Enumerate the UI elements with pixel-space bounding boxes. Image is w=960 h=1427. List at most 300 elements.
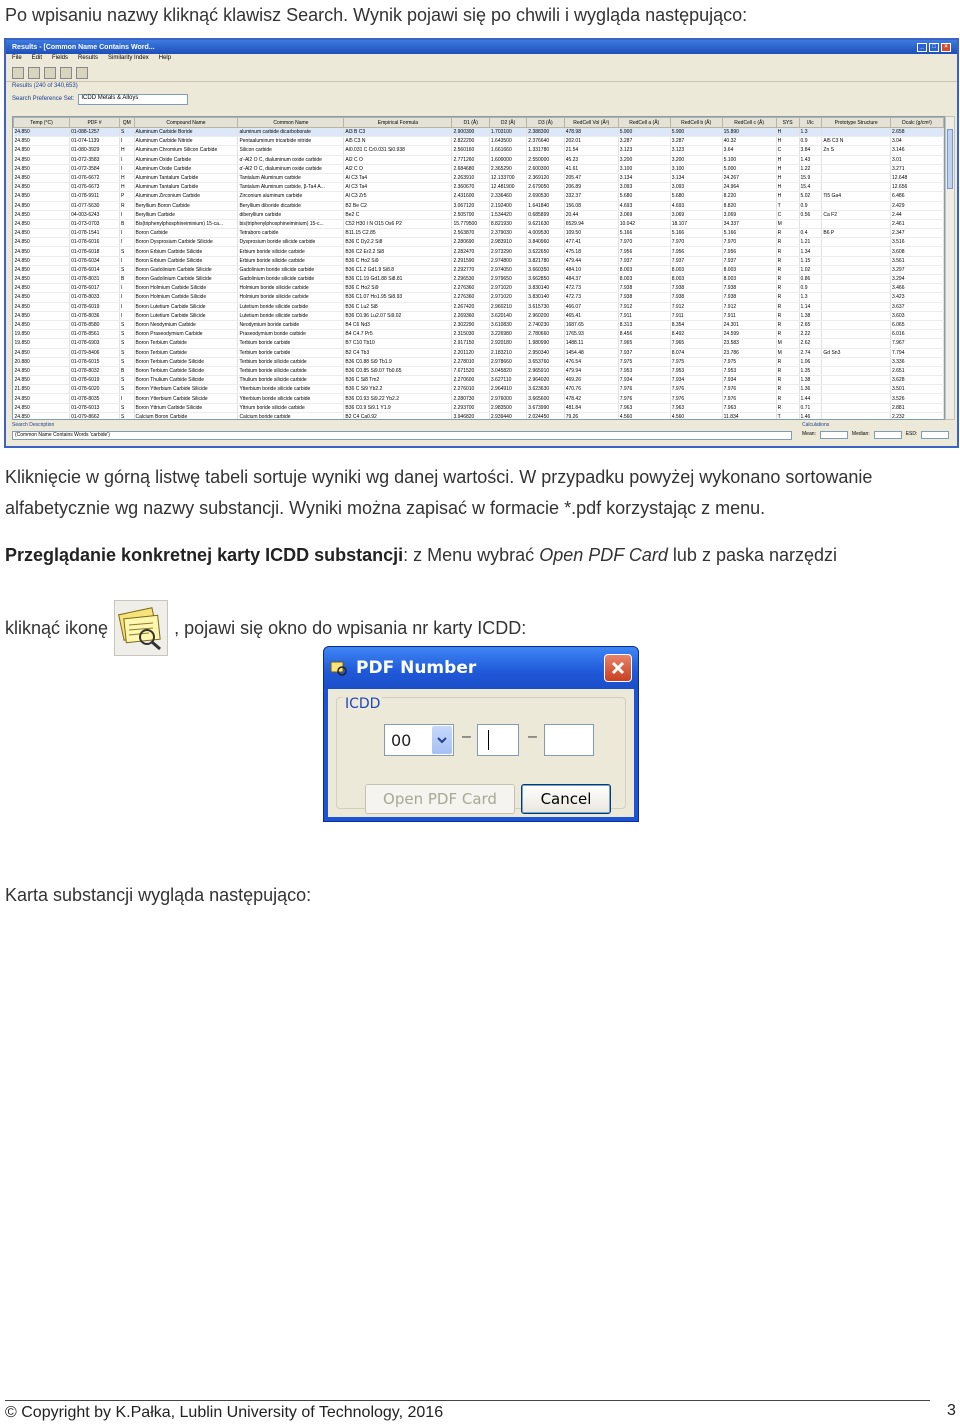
table-cell: 3.200 — [618, 155, 670, 164]
table-cell: 3.100 — [618, 164, 670, 173]
table-cell: 01-076-6673 — [70, 183, 120, 192]
table-cell: 9.621630 — [527, 219, 564, 228]
table-cell: 5.166 — [722, 229, 776, 238]
table-cell: R — [776, 275, 799, 284]
table-cell: 1765.93 — [564, 330, 618, 339]
table-cell: 3.045820 — [489, 366, 526, 375]
table-cell: B4 C4.7 Pr5 — [344, 330, 452, 339]
table-row[interactable] — [14, 357, 944, 366]
table-cell: 3.526 — [890, 394, 943, 403]
table-row[interactable] — [14, 293, 944, 302]
table-cell — [822, 219, 891, 228]
table-cell: 1.06 — [799, 357, 822, 366]
table-cell: Ti5 Ga4 — [822, 192, 891, 201]
table-row[interactable] — [14, 302, 944, 311]
table-cell: 7.976 — [618, 394, 670, 403]
table-cell: 23.786 — [722, 348, 776, 357]
table-cell: Erbium boride silicide carbide — [238, 247, 344, 256]
table-cell: 3.100 — [670, 164, 722, 173]
menu-fields[interactable]: Fields — [52, 55, 69, 61]
table-cell: I — [119, 394, 134, 403]
footer-divider — [5, 1400, 930, 1401]
column-header[interactable]: Dcalc (g/cm³) — [890, 118, 943, 128]
table-cell: 0.86 — [799, 275, 822, 284]
table-cell: Gadolinium boride silicide carbide — [238, 265, 344, 274]
table-row[interactable] — [14, 192, 944, 201]
table-cell: 2.881 — [890, 403, 943, 412]
table-cell: 2.74 — [799, 348, 822, 357]
table-cell: 24.850 — [14, 284, 70, 293]
table-row[interactable] — [14, 376, 944, 385]
table-row[interactable] — [14, 366, 944, 375]
table-cell: 01-080-3929 — [70, 146, 120, 155]
table-cell: 4.560 — [618, 412, 670, 420]
table-row[interactable] — [14, 229, 944, 238]
table-row[interactable] — [14, 201, 944, 210]
table-cell: 2.939440 — [489, 412, 526, 420]
table-cell: 01-078-6017 — [70, 284, 120, 293]
table-cell: 2.291590 — [452, 256, 489, 265]
search-preference-select[interactable]: ICDD Metals & Alloys — [78, 94, 188, 105]
table-row[interactable] — [14, 210, 944, 219]
table-cell: 01-078-6016 — [70, 238, 120, 247]
table-cell: 2.369120 — [527, 173, 564, 182]
table-cell: 20.44 — [564, 210, 618, 219]
table-cell: B36 C0.9 Si9.1 Y1.9 — [344, 403, 452, 412]
table-cell: R — [776, 403, 799, 412]
table-cell: 6.065 — [890, 320, 943, 329]
table-row[interactable] — [14, 339, 944, 348]
table-cell: Boron Carbide — [134, 229, 238, 238]
table-cell: 1.02 — [799, 265, 822, 274]
table-cell: 24.850 — [14, 256, 70, 265]
table-cell: 01-072-3584 — [70, 164, 120, 173]
table-cell: 3.093 — [670, 183, 722, 192]
table-cell: R — [776, 330, 799, 339]
table-row[interactable] — [14, 311, 944, 320]
table-cell: 24.850 — [14, 201, 70, 210]
table-cell: 24.850 — [14, 265, 70, 274]
table-cell: 01-078-6903 — [70, 339, 120, 348]
table-cell: 10.042 — [618, 219, 670, 228]
table-cell: S — [119, 128, 134, 137]
pdf-card-heading: Przeglądanie konkretnej karty ICDD substancji — [5, 545, 404, 565]
column-header[interactable]: D2 (Å) — [489, 118, 526, 128]
table-cell: 1.34 — [799, 247, 822, 256]
table-cell: 7.975 — [618, 357, 670, 366]
table-cell: 01-078-8561 — [70, 330, 120, 339]
table-cell: 24.850 — [14, 210, 70, 219]
table-cell: 24.850 — [14, 403, 70, 412]
table-cell: 0.9 — [799, 284, 822, 293]
table-cell: 12.133700 — [489, 173, 526, 182]
table-cell: I — [119, 229, 134, 238]
table-cell: Boron Praseodymium Carbide — [134, 330, 238, 339]
search-preference-row — [6, 92, 957, 106]
table-cell: bis(triphenylphosphineiminium) 15-c... — [238, 219, 344, 228]
table-cell: 2.971020 — [489, 284, 526, 293]
median-label: Median: — [851, 431, 870, 437]
table-cell: R — [776, 357, 799, 366]
table-cell: 3.608 — [890, 247, 943, 256]
table-cell: 01-078-8580 — [70, 320, 120, 329]
table-cell: 2.293700 — [452, 403, 489, 412]
table-cell: 7.956 — [618, 247, 670, 256]
table-cell: 24.599 — [722, 330, 776, 339]
table-cell: 8.003 — [722, 265, 776, 274]
table-cell: 1.21 — [799, 238, 822, 247]
table-cell: 477.41 — [564, 238, 618, 247]
table-cell: 34.337 — [722, 219, 776, 228]
para3-menu-item: Open PDF Card — [539, 545, 668, 565]
table-cell: S — [119, 376, 134, 385]
window-title: Results - [Common Name Contains Word... — [12, 43, 155, 51]
table-cell: Neodymium boride carbide — [238, 320, 344, 329]
table-cell: 4.009530 — [527, 229, 564, 238]
table-cell: 8.003 — [670, 265, 722, 274]
table-cell: 01-078-6013 — [70, 403, 120, 412]
table-cell: 3.660350 — [527, 265, 564, 274]
close-icon[interactable]: × — [941, 43, 951, 52]
table-cell: Terbium boride carbide — [238, 339, 344, 348]
table-cell — [822, 238, 891, 247]
save-icon[interactable] — [12, 67, 24, 79]
column-header[interactable]: I/Ic — [799, 118, 822, 128]
table-cell: 2.365290 — [489, 164, 526, 173]
table-cell — [822, 385, 891, 394]
table-cell: 2.280690 — [452, 238, 489, 247]
table-cell: 3.84 — [799, 146, 822, 155]
column-header[interactable]: Temp (°C) — [14, 118, 70, 128]
table-cell: Aluminum Oxide Carbide — [134, 155, 238, 164]
notes-icon[interactable] — [60, 67, 72, 79]
table-cell: 01-078-6018 — [70, 247, 120, 256]
table-cell: R — [776, 385, 799, 394]
table-cell: 2.964910 — [489, 385, 526, 394]
table-cell — [822, 247, 891, 256]
table-cell: 24.964 — [722, 183, 776, 192]
table-row[interactable] — [14, 238, 944, 247]
table-cell: 1.703100 — [489, 128, 526, 137]
column-header[interactable]: QM — [119, 118, 134, 128]
table-cell: 4.693 — [618, 201, 670, 210]
menu-help[interactable]: Help — [158, 55, 172, 61]
table-cell: 01-078-8031 — [70, 275, 120, 284]
scrollbar-thumb[interactable] — [947, 129, 953, 189]
table-cell: 5.166 — [618, 229, 670, 238]
table-cell: R — [776, 256, 799, 265]
esd-label: ESD: — [905, 431, 918, 437]
table-row[interactable] — [14, 219, 944, 228]
table-cell: 1.600000 — [489, 155, 526, 164]
table-cell: I — [119, 210, 134, 219]
table-cell: 3.287 — [670, 137, 722, 146]
table-cell: H — [119, 173, 134, 182]
table-cell: 7.975 — [670, 357, 722, 366]
table-scrollbar[interactable] — [945, 116, 955, 420]
table-cell: 2.974050 — [489, 265, 526, 274]
results-count: Results (240 of 340,653) — [12, 83, 78, 89]
icdd-field-2[interactable] — [544, 724, 594, 756]
table-cell: 7.976 — [722, 394, 776, 403]
table-cell: Ytterbium boride silicide carbide — [238, 385, 344, 394]
table-cell: B36 C Dy2.2 Si8 — [344, 238, 452, 247]
table-row[interactable] — [14, 183, 944, 192]
cancel-button[interactable]: Cancel — [521, 784, 611, 814]
maximize-icon[interactable]: □ — [929, 43, 939, 52]
table-cell: B36 C Si9 Yb2.2 — [344, 385, 452, 394]
table-row[interactable] — [14, 128, 944, 137]
table-cell: H — [776, 164, 799, 173]
chevron-down-icon[interactable] — [432, 726, 452, 754]
table-cell: 0.56 — [799, 210, 822, 219]
table-cell: B36 C1.07 Ho1.95 Si8.93 — [344, 293, 452, 302]
table-cell: Boron Erbium Carbide Silicide — [134, 256, 238, 265]
table-cell: 1.643500 — [489, 137, 526, 146]
table-cell: Boron Terbium Carbide — [134, 348, 238, 357]
column-header[interactable]: RedCell c (Å) — [722, 118, 776, 128]
table-cell: 3.093 — [618, 183, 670, 192]
graph-icon[interactable] — [76, 67, 88, 79]
icdd-field-1[interactable] — [477, 724, 519, 756]
table-cell: T — [776, 412, 799, 420]
table-cell: B36 C0.96 Lu2.07 Si9.02 — [344, 311, 452, 320]
table-cell: 41.61 — [564, 164, 618, 173]
pdf-card-paragraph — [5, 540, 957, 571]
table-row[interactable] — [14, 173, 944, 182]
para3-text-b: lub z paska narzędzi — [667, 545, 838, 565]
table-cell: P — [119, 192, 134, 201]
table-cell: 01-078-6019 — [70, 302, 120, 311]
table-cell: 3.297 — [890, 265, 943, 274]
table-cell: C — [776, 146, 799, 155]
table-cell — [822, 155, 891, 164]
table-cell: 2.292770 — [452, 265, 489, 274]
table-cell: 3.628 — [890, 376, 943, 385]
table-cell: Boron Erbium Carbide Silicide — [134, 247, 238, 256]
table-cell: 1.46 — [799, 412, 822, 420]
table-cell: 469.26 — [564, 376, 618, 385]
table-row[interactable] — [14, 403, 944, 412]
para4-text-a: kliknąć ikonę — [5, 617, 109, 638]
table-cell: B36 C Ho2 Si9 — [344, 256, 452, 265]
table-row[interactable] — [14, 247, 944, 256]
table-row[interactable] — [14, 348, 944, 357]
column-header[interactable]: SYS — [776, 118, 799, 128]
table-cell: 01-078-9911 — [70, 192, 120, 201]
menu-file[interactable]: File — [12, 55, 22, 61]
column-header[interactable]: Compound Name — [134, 118, 238, 128]
results-footer — [12, 422, 955, 444]
table-cell: 2.960210 — [489, 302, 526, 311]
table-cell: 15.4 — [799, 183, 822, 192]
table-row[interactable] — [14, 284, 944, 293]
table-cell: 7.912 — [618, 302, 670, 311]
table-cell: 2.278010 — [452, 357, 489, 366]
table-cell: 24.850 — [14, 128, 70, 137]
table-cell: 2.822200 — [452, 137, 489, 146]
table-row[interactable] — [14, 155, 944, 164]
table-cell: Be2 C — [344, 210, 452, 219]
table-cell: 7.953 — [618, 366, 670, 375]
table-row[interactable] — [14, 385, 944, 394]
table-cell: 2.978660 — [489, 357, 526, 366]
table-cell — [822, 412, 891, 420]
table-cell: 5.680 — [670, 192, 722, 201]
table-cell — [822, 403, 891, 412]
table-cell: 2.563870 — [452, 229, 489, 238]
table-cell: 3.123 — [670, 146, 722, 155]
table-cell: Aluminum Carbide Nitride — [134, 137, 238, 146]
table-cell: M — [776, 339, 799, 348]
table-cell: B2 C4 Ca0.92 — [344, 412, 452, 420]
table-cell: B4 C6 Nd3 — [344, 320, 452, 329]
table-cell: 470.76 — [564, 385, 618, 394]
table-cell: 15.9 — [799, 173, 822, 182]
column-header[interactable]: RedCell Vol (Å³) — [564, 118, 618, 128]
table-row[interactable] — [14, 164, 944, 173]
table-cell: 24.850 — [14, 275, 70, 284]
menu-similarity-index[interactable]: Similarity Index — [108, 55, 149, 61]
table-cell: 8.220 — [722, 192, 776, 201]
table-cell: Boron Ytterbium Carbide Silicide — [134, 394, 238, 403]
table-cell: 7.970 — [670, 238, 722, 247]
menu-edit[interactable]: Edit — [31, 55, 43, 61]
table-cell: 3.04 — [890, 137, 943, 146]
table-cell: 3.226980 — [489, 330, 526, 339]
table-row[interactable] — [14, 146, 944, 155]
table-cell: 3.637 — [890, 302, 943, 311]
icdd-prefix-select[interactable] — [384, 724, 454, 756]
column-header[interactable]: D3 (Å) — [527, 118, 564, 128]
column-header[interactable]: Prototype Structure — [822, 118, 891, 128]
table-cell: 23.583 — [722, 339, 776, 348]
table-cell: 6529.94 — [564, 219, 618, 228]
column-header[interactable]: RedCell a (Å) — [618, 118, 670, 128]
print-icon[interactable] — [28, 67, 40, 79]
dialog-title: PDF Number — [356, 658, 477, 678]
table-cell: 1.661660 — [489, 146, 526, 155]
table-cell: Calcium boride carbide — [238, 412, 344, 420]
table-cell: 18.107 — [670, 219, 722, 228]
table-cell — [822, 320, 891, 329]
table-cell: 1.38 — [799, 311, 822, 320]
table-cell: 24.850 — [14, 173, 70, 182]
table-cell: Holmium boride silicide carbide — [238, 293, 344, 302]
table-cell: 3.673990 — [527, 403, 564, 412]
table-cell: Beryllium Carbide — [134, 210, 238, 219]
table-cell: Al5 C3 N — [822, 137, 891, 146]
table-cell: M — [776, 348, 799, 357]
table-row[interactable] — [14, 330, 944, 339]
esd-field — [921, 431, 949, 439]
median-field — [874, 431, 902, 439]
table-cell: 8.456 — [618, 330, 670, 339]
table-row[interactable] — [14, 137, 944, 146]
table-cell: I — [119, 302, 134, 311]
open-pdf-card-button[interactable]: Open PDF Card — [365, 784, 515, 814]
table-row[interactable] — [14, 265, 944, 274]
intro-text: Po wpisaniu nazwy kliknąć klawisz Search. Wynik pojawi się po chwili i wygląda następująco: — [5, 5, 748, 25]
table-cell: 2.296530 — [452, 275, 489, 284]
table-cell: Al0.031 C Cr0.031 Si0.938 — [344, 146, 452, 155]
table-cell: Bis(triphenylphosphineiminium) 15-ca... — [134, 219, 238, 228]
table-cell: S — [119, 330, 134, 339]
table-cell: 3.423 — [890, 293, 943, 302]
table-cell: 01-078-8036 — [70, 311, 120, 320]
table-cell: 7.938 — [670, 284, 722, 293]
calculations-stats — [802, 431, 949, 439]
table-cell: 24.850 — [14, 183, 70, 192]
table-row[interactable] — [14, 412, 944, 420]
table-cell: 1.44 — [799, 394, 822, 403]
table-cell: I — [119, 256, 134, 265]
column-header[interactable]: D1 (Å) — [452, 118, 489, 128]
open-pdf-card-icon[interactable] — [44, 67, 56, 79]
table-cell: 1454.48 — [564, 348, 618, 357]
table-row[interactable] — [14, 320, 944, 329]
table-cell: 2.183210 — [489, 348, 526, 357]
table-cell: R — [776, 229, 799, 238]
table-cell: R — [776, 394, 799, 403]
table-cell: 1.43 — [799, 155, 822, 164]
close-icon[interactable] — [604, 654, 632, 682]
table-cell: Boron Terbium Carbide — [134, 339, 238, 348]
table-cell — [822, 366, 891, 375]
table-cell: 7.976 — [670, 385, 722, 394]
table-cell: 40.32 — [722, 137, 776, 146]
table-row[interactable] — [14, 394, 944, 403]
table-cell: 7.976 — [670, 394, 722, 403]
table-cell: 2.280730 — [452, 394, 489, 403]
table-row[interactable] — [14, 256, 944, 265]
table-cell: 2.201120 — [452, 348, 489, 357]
table-cell: Pentaaluminum tricarbide nitride — [238, 137, 344, 146]
column-header[interactable]: RedCell b (Å) — [670, 118, 722, 128]
table-cell: 01-078-6015 — [70, 357, 120, 366]
table-cell: H — [776, 192, 799, 201]
column-header[interactable]: Common Name — [238, 118, 344, 128]
table-cell: S — [119, 357, 134, 366]
table-cell: 2.232 — [890, 412, 943, 420]
table-cell: Al2 C O — [344, 155, 452, 164]
table-cell: R — [776, 376, 799, 385]
table-cell: M — [776, 219, 799, 228]
table-cell: 01-078-6020 — [70, 385, 120, 394]
table-cell: Terbium boride silicide carbide — [238, 357, 344, 366]
table-header-row — [14, 118, 944, 128]
table-row[interactable] — [14, 275, 944, 284]
table-cell: 2.429 — [890, 201, 943, 210]
minimize-icon[interactable]: _ — [917, 43, 927, 52]
table-cell: 202.01 — [564, 137, 618, 146]
menu-results[interactable]: Results — [78, 55, 99, 61]
column-header[interactable]: Empirical Formula — [344, 118, 452, 128]
table-cell: B36 C Si8 Tm2 — [344, 376, 452, 385]
table-cell — [822, 284, 891, 293]
column-header[interactable]: PDF # — [70, 118, 120, 128]
table-cell: 3.620140 — [489, 311, 526, 320]
menu-bar — [6, 54, 957, 64]
table-cell: 7.938 — [618, 284, 670, 293]
table-cell: Al C3 Ta4 — [344, 183, 452, 192]
table-cell: 01-078-6014 — [70, 265, 120, 274]
table-cell: S — [119, 339, 134, 348]
search-description-value: (Common Name Contains Words 'carbide') — [12, 431, 792, 440]
table-cell: Yttrium boride silicide carbide — [238, 403, 344, 412]
sorting-paragraph: Kliknięcie w górną listwę tabeli sortuje wyniki wg danej wartości. W przypadku powyżej wykonano sortowanie alfabetycznie wg nazwy substancji. Wyniki można zapisać w formacie *.pdf korzystając z menu. — [5, 467, 873, 518]
table-cell: 2.920180 — [489, 339, 526, 348]
